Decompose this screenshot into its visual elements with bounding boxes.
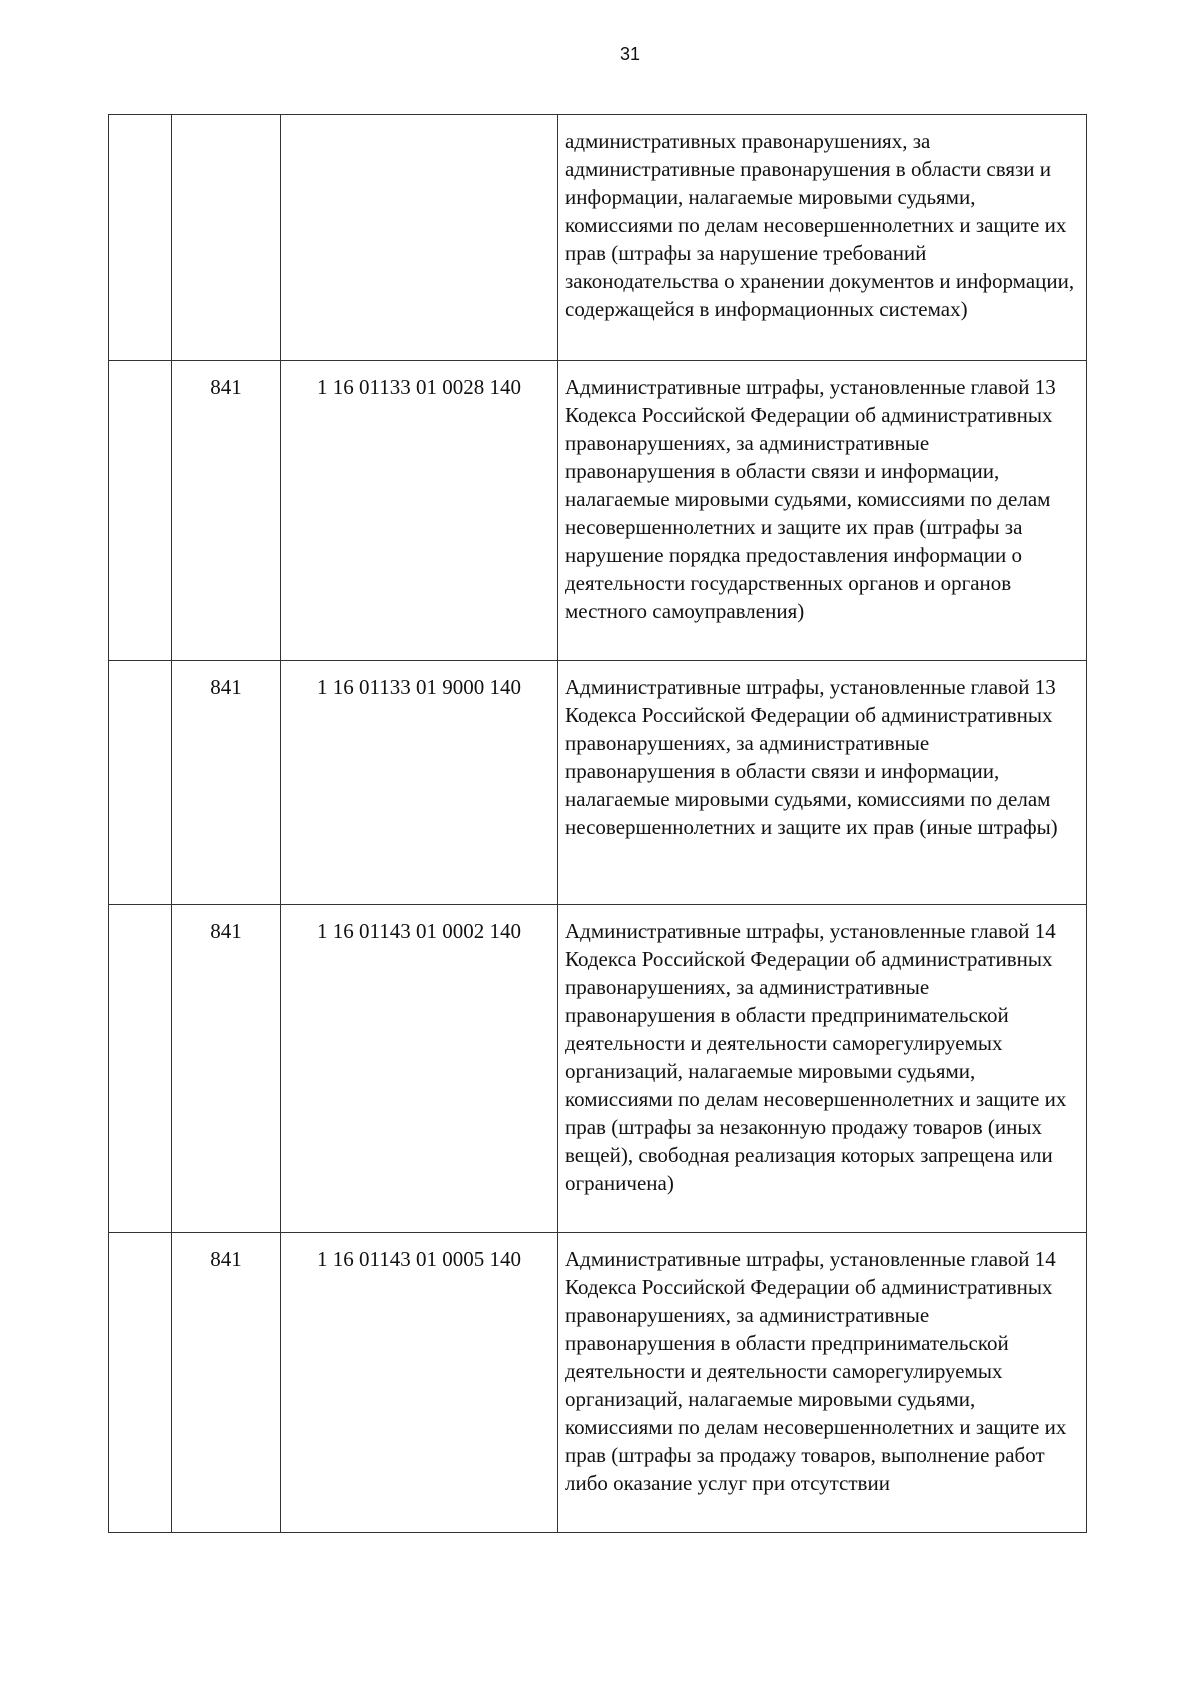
admin-code-cell: 841 (172, 1233, 281, 1533)
kbk-code-cell: 1 16 01143 01 0005 140 (281, 1233, 558, 1533)
kbk-code-cell (281, 115, 558, 361)
description-cell: административных правонарушениях, за административные правонарушения в области связи и информации, налагаемые мировыми судьями, комиссиями по делам несовершеннолетних и защите их прав (штрафы за нарушение требований законодательства о хранении документов и информации, содержащейся в информационных системах) (558, 115, 1087, 361)
description-cell: Административные штрафы, установленные главой 14 Кодекса Российской Федерации об административных правонарушениях, за административные правонарушения в области предпринимательской деятельности и деятельности саморегулируемых организаций, налагаемые мировыми судьями, комиссиями по делам несовершеннолетних и защите их прав (штрафы за незаконную продажу товаров (иных вещей), свободная реализация которых запрещена или ограничена) (558, 905, 1087, 1233)
description-cell: Административные штрафы, установленные главой 13 Кодекса Российской Федерации об административных правонарушениях, за административные правонарушения в области связи и информации, налагаемые мировыми судьями, комиссиями по делам несовершеннолетних и защите их прав (штрафы за нарушение порядка предоставления информации о деятельности государственных органов и органов местного самоуправления) (558, 361, 1087, 661)
table-row (109, 905, 1087, 1233)
table-row (109, 115, 1087, 361)
kbk-code-cell: 1 16 01143 01 0002 140 (281, 905, 558, 1233)
row-index-cell (109, 905, 172, 1233)
row-index-cell (109, 115, 172, 361)
description-cell: Административные штрафы, установленные главой 14 Кодекса Российской Федерации об административных правонарушениях, за административные правонарушения в области предпринимательской деятельности и деятельности саморегулируемых организаций, налагаемые мировыми судьями, комиссиями по делам несовершеннолетних и защите их прав (штрафы за продажу товаров, выполнение работ либо оказание услуг при отсутствии (558, 1233, 1087, 1533)
table-row (109, 361, 1087, 661)
admin-code-cell: 841 (172, 905, 281, 1233)
kbk-code-cell: 1 16 01133 01 0028 140 (281, 361, 558, 661)
row-index-cell (109, 361, 172, 661)
page-number: 31 (619, 44, 641, 64)
table-row (109, 1233, 1087, 1533)
row-index-cell (109, 661, 172, 905)
row-index-cell (109, 1233, 172, 1533)
budget-classification-table (108, 114, 1087, 1533)
admin-code-cell (172, 115, 281, 361)
table-row (109, 661, 1087, 905)
kbk-code-cell: 1 16 01133 01 9000 140 (281, 661, 558, 905)
admin-code-cell: 841 (172, 661, 281, 905)
description-cell: Административные штрафы, установленные главой 13 Кодекса Российской Федерации об административных правонарушениях, за административные правонарушения в области связи и информации, налагаемые мировыми судьями, комиссиями по делам несовершеннолетних и защите их прав (иные штрафы) (558, 661, 1087, 905)
admin-code-cell: 841 (172, 361, 281, 661)
